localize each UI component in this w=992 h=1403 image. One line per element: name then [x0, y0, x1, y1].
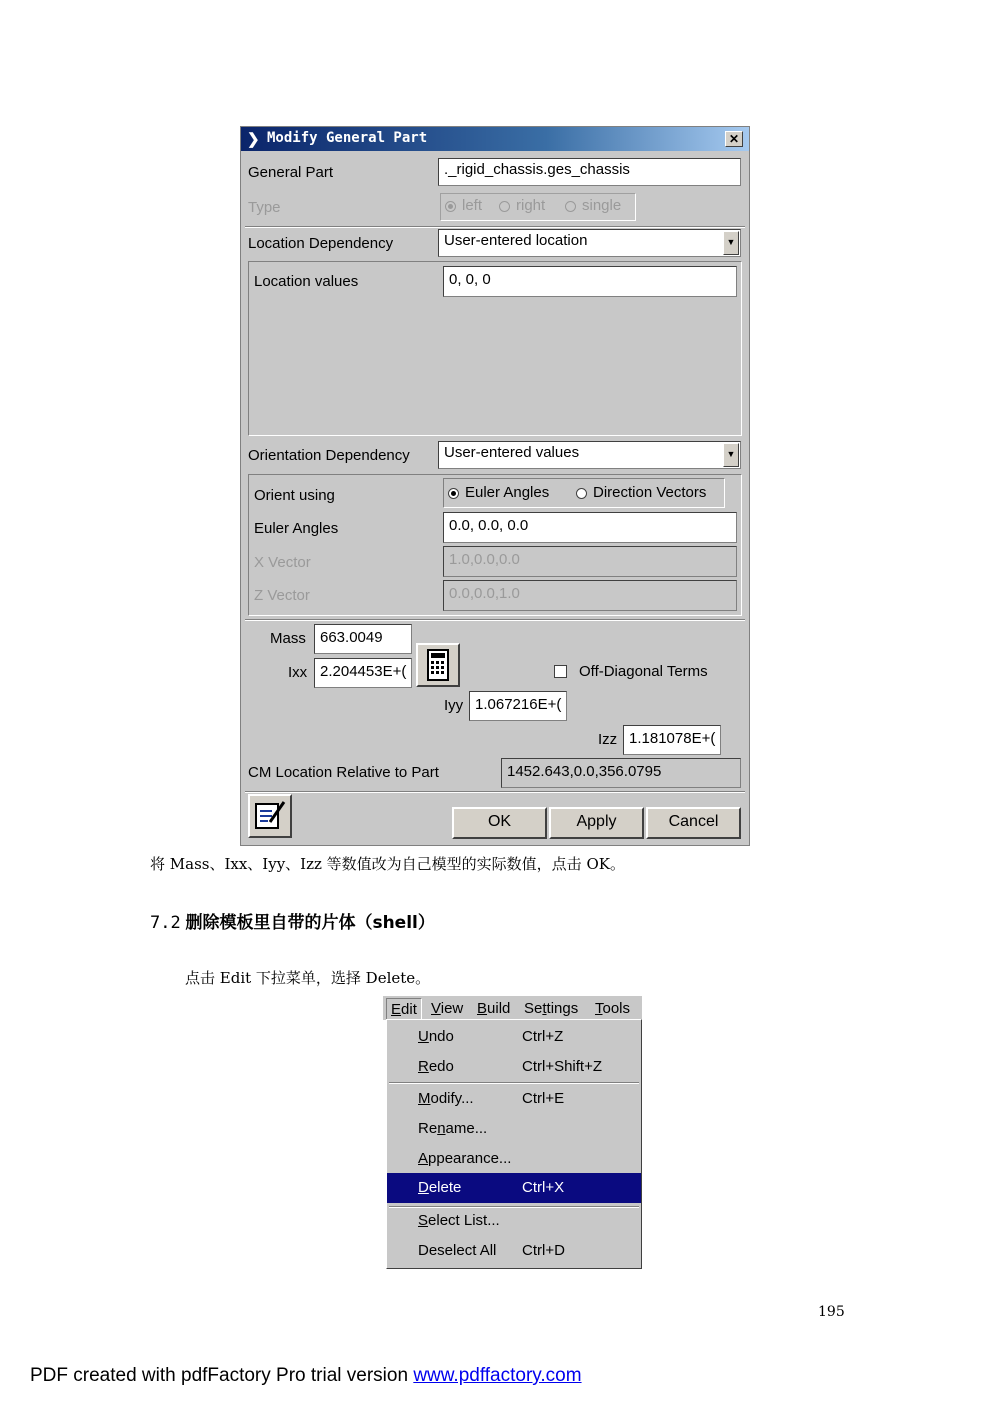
menu-separator: [389, 1082, 639, 1084]
orient-radio-direction[interactable]: Direction Vectors: [576, 484, 706, 501]
divider: [245, 226, 745, 228]
iyy-label: Iyy: [444, 697, 464, 714]
edit-dropdown-panel: [386, 1019, 642, 1269]
modify-general-part-dialog: [240, 126, 750, 846]
inertia-calculator-button[interactable]: [416, 643, 460, 687]
location-dependency-label: Location Dependency: [248, 235, 394, 252]
menu-item-appearance[interactable]: Appearance...: [418, 1150, 512, 1167]
shortcut-delete: Ctrl+X: [522, 1179, 565, 1196]
orientation-group: [248, 474, 742, 616]
izz-field[interactable]: 1.181078E+(: [623, 725, 721, 755]
menu-item-deselect-all[interactable]: Deselect All: [418, 1242, 497, 1259]
shortcut-redo: Ctrl+Shift+Z: [522, 1058, 603, 1075]
location-values-group: [248, 261, 742, 436]
dialog-title-bar[interactable]: [241, 127, 749, 151]
section-title: 删除模板里自带的片体（shell）: [185, 913, 435, 933]
ixx-label: Ixx: [288, 664, 308, 681]
type-label: Type: [248, 199, 281, 216]
footer-text: PDF created with pdfFactory Pro trial version: [30, 1365, 414, 1386]
mass-field[interactable]: 663.0049: [314, 624, 412, 654]
menu-settings[interactable]: Settings: [524, 1000, 579, 1017]
orientation-dependency-label: Orientation Dependency: [248, 447, 410, 464]
general-part-field[interactable]: ._rigid_chassis.ges_chassis: [438, 158, 741, 186]
radio-icon: [565, 201, 576, 212]
orient-using-label: Orient using: [254, 487, 335, 504]
shortcut-deselect-all: Ctrl+D: [522, 1242, 565, 1259]
location-values-label: Location values: [254, 273, 359, 290]
ok-button[interactable]: OK: [452, 807, 547, 839]
chevron-down-icon[interactable]: ▼: [723, 443, 739, 467]
ixx-field[interactable]: 2.204453E+(: [314, 658, 412, 688]
x-vector-field: 1.0,0.0,0.0: [443, 546, 737, 577]
type-radio-group: [440, 193, 636, 221]
menu-view[interactable]: View: [431, 1000, 464, 1017]
calculator-icon: [418, 645, 458, 685]
location-values-field[interactable]: 0, 0, 0: [443, 266, 737, 297]
pdffactory-link[interactable]: www.pdffactory.com: [413, 1365, 582, 1386]
iyy-field[interactable]: 1.067216E+(: [469, 691, 567, 721]
radio-selected-icon: [448, 488, 459, 499]
notes-button[interactable]: [248, 794, 292, 838]
off-diagonal-label: Off-Diagonal Terms: [579, 663, 708, 680]
dialog-title: Modify General Part: [267, 130, 428, 146]
mass-label: Mass: [270, 630, 306, 647]
divider: [245, 619, 745, 621]
orient-radio-euler[interactable]: Euler Angles: [448, 484, 549, 501]
menu-separator: [389, 1206, 639, 1208]
cm-location-field: 1452.643,0.0,356.0795: [501, 758, 741, 788]
cm-location-label: CM Location Relative to Part: [248, 764, 439, 781]
z-vector-field: 0.0,0.0,1.0: [443, 580, 737, 611]
type-radio-right[interactable]: right: [499, 197, 545, 214]
shortcut-undo: Ctrl+Z: [522, 1028, 564, 1045]
page-number: 195: [818, 1304, 845, 1320]
close-icon[interactable]: ✕: [725, 131, 743, 147]
menu-item-redo[interactable]: Redo: [418, 1058, 454, 1075]
edit-menu-screenshot: [383, 996, 642, 1270]
type-radio-left[interactable]: left: [445, 197, 482, 214]
menu-item-rename[interactable]: Rename...: [418, 1120, 488, 1137]
radio-selected-icon: [445, 201, 456, 212]
x-vector-label: X Vector: [254, 554, 311, 571]
orient-using-radio-group: [443, 478, 725, 508]
menu-build[interactable]: Build: [477, 1000, 511, 1017]
location-dependency-select[interactable]: User-entered location ▼: [438, 229, 741, 257]
menu-bar: [383, 996, 642, 1020]
orientation-dependency-select[interactable]: User-entered values ▼: [438, 441, 741, 469]
section-number: 7.2: [150, 913, 181, 933]
type-radio-single[interactable]: single: [565, 197, 621, 214]
caption-modify-values: 将 Mass、Ixx、Iyy、Izz 等数值改为自己模型的实际数值，点击 OK。: [150, 855, 625, 873]
euler-angles-field[interactable]: 0.0, 0.0, 0.0: [443, 512, 737, 543]
app-logo-icon: ❯: [247, 131, 260, 148]
menu-tools[interactable]: Tools: [595, 1000, 631, 1017]
pdf-footer: [30, 1365, 582, 1387]
euler-angles-label: Euler Angles: [254, 520, 339, 537]
divider: [245, 791, 745, 793]
off-diagonal-checkbox[interactable]: [554, 665, 567, 678]
radio-icon: [499, 201, 510, 212]
apply-button[interactable]: Apply: [549, 807, 644, 839]
cancel-button[interactable]: Cancel: [646, 807, 741, 839]
z-vector-label: Z Vector: [254, 587, 310, 604]
general-part-label: General Part: [248, 164, 334, 181]
menu-item-delete[interactable]: Delete Ctrl+X: [387, 1173, 641, 1203]
chevron-down-icon[interactable]: ▼: [723, 231, 739, 255]
section-heading: [150, 908, 435, 933]
menu-edit[interactable]: Edit: [386, 998, 422, 1021]
menu-item-select-list[interactable]: Select List...: [418, 1212, 500, 1229]
caption-edit-delete: 点击 Edit 下拉菜单，选择 Delete。: [185, 969, 431, 987]
menu-item-undo[interactable]: Undo: [418, 1028, 454, 1045]
menu-item-modify[interactable]: Modify...: [418, 1090, 474, 1107]
radio-icon: [576, 488, 587, 499]
shortcut-modify: Ctrl+E: [522, 1090, 565, 1107]
izz-label: Izz: [598, 731, 618, 748]
edit-notes-icon: [250, 796, 290, 836]
